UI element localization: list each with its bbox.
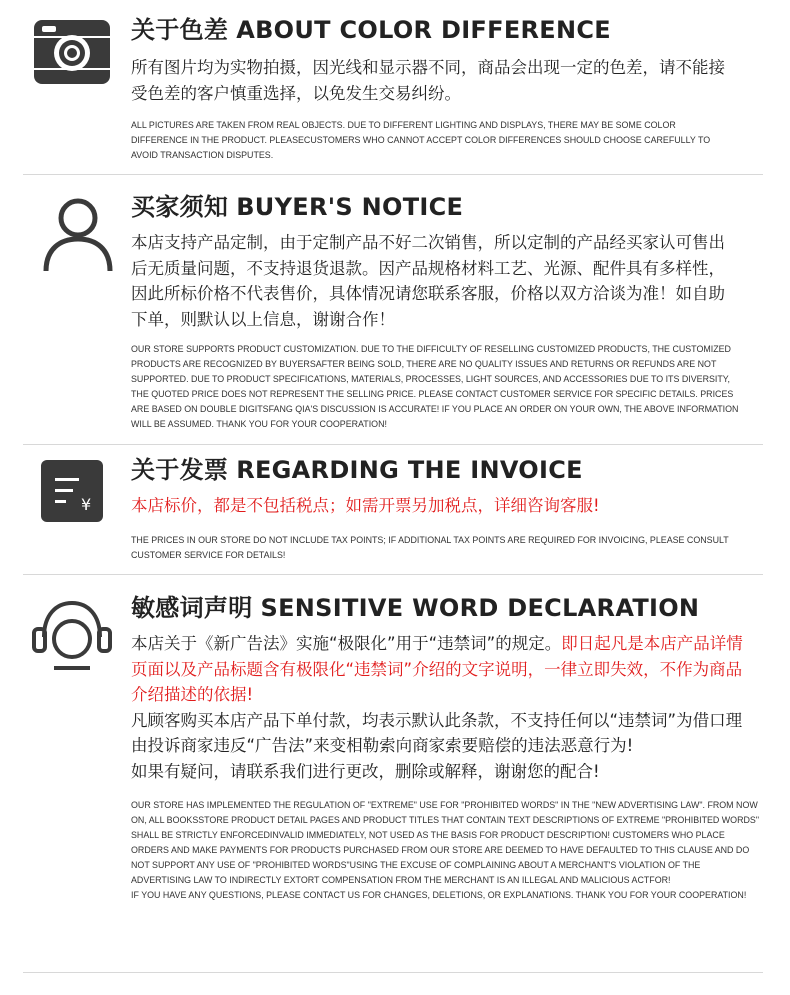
title-cn: 敏感词声明 xyxy=(131,594,253,622)
body-cn-1b-highlight: 即日起凡是本店产品详情页面以及产品标题含有极限化“违禁词”介绍的文字说明，一律立即失效，不作为商品介绍描述的依据! xyxy=(131,634,743,704)
body-cn: 本店标价，都是不包括税点；如需开票另加税点，详细咨询客服! xyxy=(131,496,600,515)
section-color-difference xyxy=(0,0,790,175)
section-title xyxy=(131,593,761,623)
title-cn: 买家须知 xyxy=(131,193,229,221)
body-en: ALL PICTURES ARE TAKEN FROM REAL OBJECTS. DUE TO DIFFERENT LIGHTING AND DISPLAYS, THERE MAY BE SOME COLOR DIFFERENCE IN THE PRODUCT. PLEASECUSTOMERS WHO CANNOT ACCEPT COLOR DIFFERENCES SHOULD CHOOSE CAREFULLY TO AVOID TRANSACTION DISPUTES. xyxy=(131,120,711,160)
invoice-icon xyxy=(41,460,103,522)
body-en: THE PRICES IN OUR STORE DO NOT INCLUDE TAX POINTS; IF ADDITIONAL TAX POINTS ARE REQUIRED FOR INVOICING, PLEASE CONSULT CUSTOMER SERVICE FOR DETAILS! xyxy=(131,534,729,560)
body-cn-1a: 本店关于《新广告法》实施“极限化”用于“违禁词”的规定。 xyxy=(131,634,562,653)
section-title xyxy=(131,455,761,485)
svg-text:¥: ¥ xyxy=(81,495,92,514)
title-en: ABOUT COLOR DIFFERENCE xyxy=(236,16,611,44)
title-en: SENSITIVE WORD DECLARATION xyxy=(260,594,700,622)
section-sensitive-words xyxy=(0,575,790,975)
section-invoice xyxy=(0,445,790,575)
section-buyers-notice xyxy=(0,175,790,445)
body-cn: 所有图片均为实物拍摄，因光线和显示器不同，商品会出现一定的色差，请不能接受色差的客户慎重选择，以免发生交易纠纷。 xyxy=(131,58,725,103)
body-en: OUR STORE SUPPORTS PRODUCT CUSTOMIZATION. DUE TO THE DIFFICULTY OF RESELLING CUSTOMIZED PRODUCTS, THE CUSTOMIZED PRODUCTS ARE RECOGNIZED BY BUYERSAFTER BEING SOLD, THERE ARE NO QUALITY ISSUES AND RETURNS OR REFUNDS ARE NOT SUPPORTED. DUE TO PRODUCT SPECIFICATIONS, MATERIALS, PROCESSES, LIGHT SOURCES, AND ACCESSORIES DUE TO ITS DIVERSITY, THE QUOTED PRICE DOES NOT REPRESENT THE SELLING PRICE. PLEASE CONTACT CUSTOMER SERVICE FOR SPECIFIC DETAILS. PRICES ARE BASED ON DOUBLE DIGITSFANG QIA'S DISCUSSION IS ACCURATE! IF YOU PLACE AN ORDER ON YOUR OWN, THE ABOVE INFORMATION WILL BE ASSUMED. THANK YOU FOR YOUR COOPERATION! xyxy=(131,344,739,429)
headset-icon xyxy=(32,597,112,675)
title-en: BUYER'S NOTICE xyxy=(236,193,464,221)
title-cn: 关于色差 xyxy=(131,16,229,44)
body-cn-paragraph-3: 如果有疑问，请联系我们进行更改，删除或解释，谢谢您的配合! xyxy=(131,761,600,781)
title-en: REGARDING THE INVOICE xyxy=(236,456,583,484)
section-title xyxy=(131,15,761,45)
camera-icon xyxy=(32,18,112,86)
title-cn: 关于发票 xyxy=(131,456,229,484)
divider xyxy=(23,972,763,973)
user-icon xyxy=(42,197,114,273)
body-en-2: IF YOU HAVE ANY QUESTIONS, PLEASE CONTACT US FOR CHANGES, DELETIONS, OR EXPLANATIONS. THANK YOU FOR YOUR COOPERATION! xyxy=(131,890,747,900)
body-cn-paragraph-2: 凡顾客购买本店产品下单付款，均表示默认此条款，不支持任何以“违禁词”为借口理由投诉商家违反“广告法”来变相勒索向商家索要赔偿的违法恶意行为! xyxy=(131,710,743,755)
body-cn: 本店支持产品定制，由于定制产品不好二次销售，所以定制的产品经买家认可售出后无质量问题，不支持退货退款。因产品规格材料工艺、光源、配件具有多样性，因此所标价格不代表售价，具体情况请您联系客服，价格以双方洽谈为准！如自助下单，则默认以上信息，谢谢合作！ xyxy=(131,233,725,329)
section-title xyxy=(131,192,761,222)
body-cn-paragraph-1 xyxy=(131,631,749,708)
body-en-1: OUR STORE HAS IMPLEMENTED THE REGULATION OF "EXTREME" USE FOR "PROHIBITED WORDS" IN THE "NEW ADVERTISING LAW". FROM NOW ON, ALL BOOKSSTORE PRODUCT DETAIL PAGES AND PRODUCT TITLES THAT CONTAIN TEXT DESCRIPTIONS OF EXTREME "PROHIBITED WORDS" SHALL BE STRICTLY ENFORCEDINVALID IMMEDIATELY, NOT USED AS THE BASIS FOR PRODUCT DESCRIPTION! CUSTOMERS WHO PLACE ORDERS AND MAKE PAYMENTS FOR PRODUCTS PURCHASED FROM OUR STORE ARE DEEMED TO HAVE DEFAULTED TO THIS CLAUSE AND DO NOT SUPPORT ANY USE OF "PROHIBITED WORDS"USING THE EXCUSE OF COMPLAINING ABOUT A MERCHANT'S VIOLATION OF THE ADVERTISING LAW TO INDIRECTLY EXTORT COMPENSATION FROM THE MERCHANT IS AN ILLEGAL AND MALICIOUS ACTFOR! xyxy=(131,800,759,885)
